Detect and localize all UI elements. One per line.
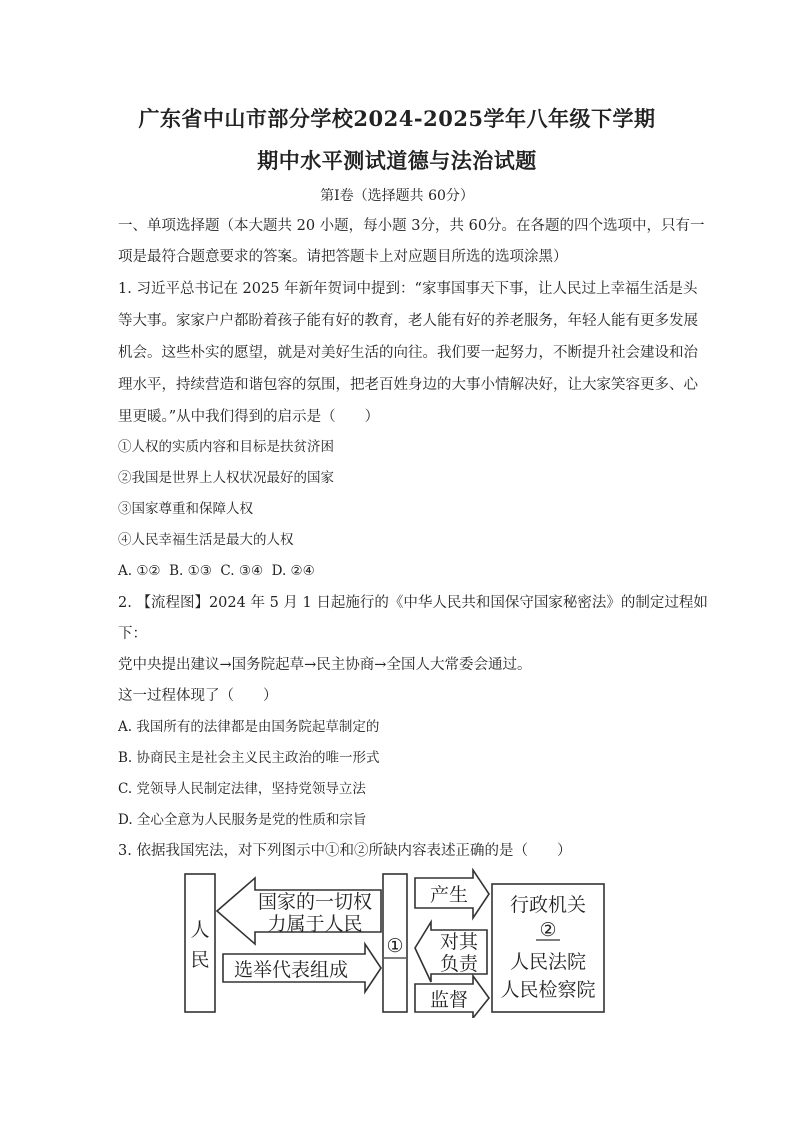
left-arrow-text: 力属于人民 — [267, 913, 363, 935]
q1-stem-line: 机会。这些朴实的愿望，就是对美好生活的向往。我们要一起努力，不断提升社会建设和治 — [118, 345, 698, 361]
q1-statement: ②我国是世界上人权状况最好的国家 — [118, 470, 334, 486]
left-arrow-text: 国家的一切权 — [257, 891, 373, 913]
responsible-text: 对其 — [439, 931, 479, 953]
q1-stem-line: 等大事。家家户户都盼着孩子能有好的教育，老人能有好的养老服务，年轻人能有更多发展 — [118, 313, 698, 329]
q2-stem-line: 2. 【流程图】2024 年 5 月 1 日起施行的《中华人民共和国保守国家秘密法》的制定过程如 — [118, 595, 708, 611]
exam-title-line2: 期中水平测试道德与法治试题 — [257, 148, 537, 173]
q3-diagram — [183, 868, 609, 1018]
q2-option: D. 全心全意为人民服务是党的性质和宗旨 — [118, 812, 367, 828]
supervise-text: 监督 — [429, 989, 469, 1011]
instructions-line: 项是最符合题意要求的答案。请把答题卡上对应题目所选的选项涂黑） — [118, 249, 568, 265]
responsible-text: 负责 — [439, 953, 479, 975]
produce-text: 产生 — [429, 884, 469, 906]
q2-question: 这一过程体现了（ ） — [118, 688, 278, 704]
q2-stem-line: 下： — [118, 626, 147, 642]
q1-statement: ③国家尊重和保障人权 — [118, 501, 253, 517]
right-arrow-text: 选举代表组成 — [233, 959, 349, 981]
q3-stem: 3. 依据我国宪法，对下列图示中①和②所缺内容表述正确的是（ ） — [118, 843, 572, 859]
section-heading: 第Ⅰ卷（选择题共 60分） — [320, 188, 474, 204]
organ-text: 人民检察院 — [500, 979, 596, 1001]
q2-option: A. 我国所有的法律都是由国务院起草制定的 — [118, 719, 380, 735]
q1-stem-line: 1. 习近平总书记在 2025 年新年贺词中提到：“家事国事天下事，让人民过上幸福生活是头 — [118, 281, 698, 297]
q2-flow: 党中央提出建议→国务院起草→民主协商→全国人大常委会通过。 — [118, 657, 532, 673]
q1-stem-line: 里更暖。”从中我们得到的启示是（ ） — [118, 409, 380, 425]
instructions-line: 一、单项选择题（本大题共 20 小题，每小题 3分，共 60分。在各题的四个选项中，只有一 — [118, 218, 705, 234]
organ-text: 行政机关 — [509, 894, 587, 916]
q1-stem-line: 理水平，持续营造和谐包容的氛围，把老百姓身边的大事小情解决好，让大家笑容更多、心 — [118, 377, 698, 393]
q1-statement: ④人民幸福生活是最大的人权 — [118, 532, 294, 548]
blank-1-label: ① — [386, 935, 404, 957]
people-char: 民 — [190, 949, 210, 971]
people-box — [185, 874, 215, 1012]
q2-option: C. 党领导人民制定法律，坚持党领导立法 — [118, 781, 366, 797]
exam-title-line1: 广东省中山市部分学校2024-2025学年八年级下学期 — [138, 106, 656, 131]
people-char: 人 — [190, 919, 210, 941]
blank-2-label: ② — [539, 919, 557, 941]
organ-text: 人民法院 — [509, 951, 587, 973]
q2-option: B. 协商民主是社会主义民主政治的唯一形式 — [118, 750, 380, 766]
q1-statement: ①人权的实质内容和目标是扶贫济困 — [118, 439, 334, 455]
q1-choices: A. ①② B. ①③ C. ③④ D. ②④ — [118, 563, 315, 579]
